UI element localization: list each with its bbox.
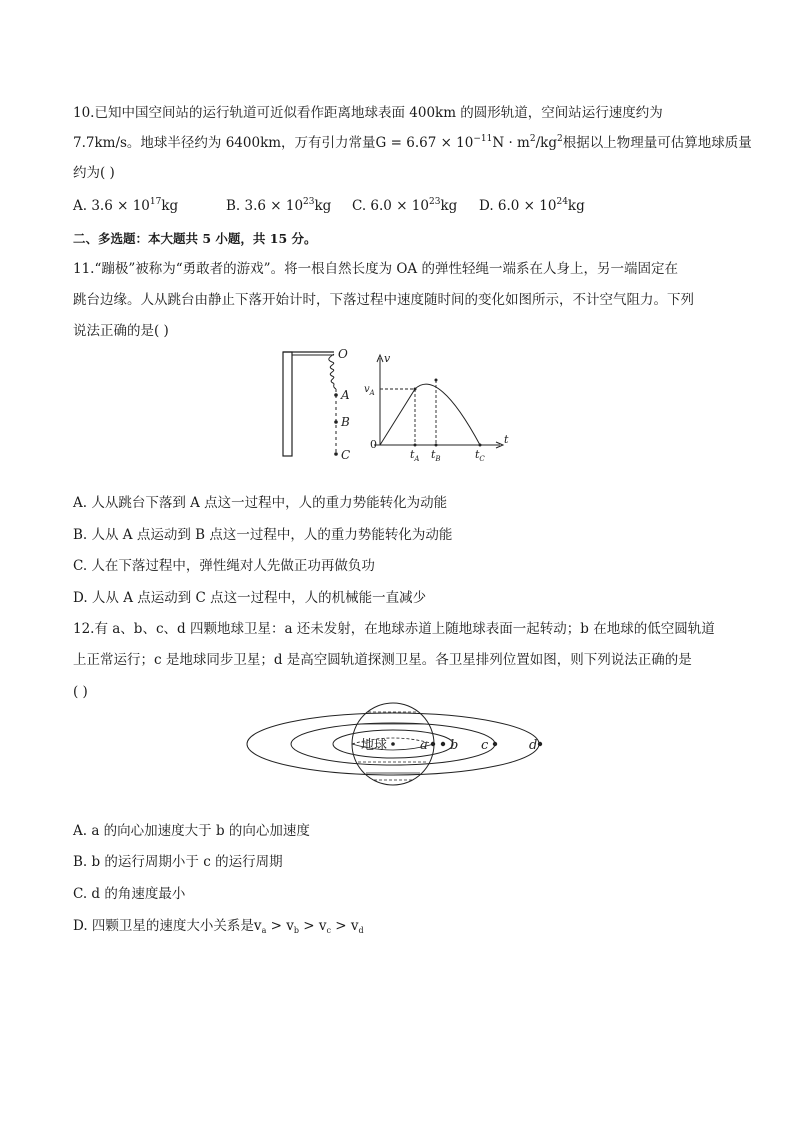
ta-sub: A <box>414 455 420 463</box>
q10-option-c-text: C. 6.0 × 10 <box>352 198 429 214</box>
q11-line-2: 跳台边缘。人从跳台由静止下落开始计时，下落过程中速度随时间的变化如图所示，不计空气阻力。下列 <box>73 292 694 308</box>
q10-line-2-text-b: N · m <box>492 135 530 151</box>
q10-line-2-text-c: /kg <box>535 135 557 151</box>
q12-line-1: 12.有 a、b、c、d 四颗地球卫星：a 还未发射，在地球赤道上随地球表面一起转动；b 在地球的低空圆轨道 <box>73 621 715 637</box>
q12-option-d-text: D. 四颗卫星的速度大小关系是v <box>73 918 262 934</box>
tick-tb <box>435 444 438 447</box>
label-b: B <box>341 415 350 429</box>
q12-option-a[interactable]: A. a 的向心加速度大于 b 的向心加速度 <box>73 823 310 839</box>
q10-option-d[interactable] <box>479 197 585 215</box>
q10-line-1: 10.已知中国空间站的运行轨道可近似看作距离地球表面 400km 的圆形轨道，空间站运行速度约为 <box>73 105 663 121</box>
q12-line-3: ( ) <box>73 684 88 700</box>
platform-pillar <box>283 352 292 456</box>
q10-option-c-exp: 23 <box>428 197 441 207</box>
label-o: O <box>338 347 348 361</box>
q10-line-2 <box>73 134 752 152</box>
q10-line-2-text-d: 根据以上物理量可估算地球质量 <box>562 135 752 151</box>
q12-option-d-sub-d: d <box>358 926 364 935</box>
tick-tc <box>479 444 482 447</box>
q10-option-b-exp: 23 <box>303 197 315 207</box>
q10-option-b-unit: kg <box>314 198 332 214</box>
q11-line-3: 说法正确的是( ) <box>73 323 169 339</box>
q10-option-a-exp: 17 <box>149 197 162 207</box>
q12-option-b[interactable]: B. b 的运行周期小于 c 的运行周期 <box>73 854 283 870</box>
earth-center-dot <box>391 742 395 746</box>
sat-d-dot <box>538 742 542 746</box>
tb-sub: B <box>435 455 441 463</box>
ta-main: t <box>410 448 415 461</box>
va-sub: A <box>369 389 375 397</box>
q10-option-c[interactable] <box>352 197 457 215</box>
tc-main: t <box>475 448 480 461</box>
q10-line-3: 约为( ) <box>73 165 115 181</box>
q11-line-1: 11.“蹦极”被称为“勇敢者的游戏”。将一根自然长度为 OA 的弹性轻绳一端系在人身上，另一端固定在 <box>73 261 678 277</box>
tick-ta <box>414 444 417 447</box>
section-2-heading: 二、多选题：本大题共 5 小题，共 15 分。 <box>73 231 317 246</box>
tc-label <box>475 448 485 463</box>
q10-option-a-text: A. 3.6 × 10 <box>73 198 150 214</box>
q10-option-d-unit: kg <box>567 198 585 214</box>
axis-v-label: v <box>384 352 391 365</box>
tc-sub: C <box>479 455 485 463</box>
q12-option-d[interactable] <box>73 917 364 935</box>
q11-option-b[interactable]: B. 人从 A 点运动到 B 点这一过程中，人的重力势能转化为动能 <box>73 527 453 543</box>
axis-t-label: t <box>504 433 509 446</box>
sat-b-label: b <box>450 738 459 753</box>
sat-b-dot <box>441 742 445 746</box>
q12-option-d-sub-a: a <box>261 926 267 935</box>
q12-option-d-gt-1: > v <box>266 918 294 934</box>
q10-line-2-exp-3: 2 <box>556 134 563 144</box>
q10-line-2-exp-1: −11 <box>473 134 493 144</box>
q10-line-2-text-a: 7.7km/s。地球半径约为 6400km，万有引力常量G = 6.67 × 10 <box>73 135 474 151</box>
q12-option-d-sub-c: c <box>326 926 332 935</box>
sat-c-label: c <box>481 738 489 753</box>
va-main: v <box>364 384 370 395</box>
point-c <box>334 452 338 456</box>
q11-option-c[interactable]: C. 人在下落过程中，弹性绳对人先做正功再做负功 <box>73 558 375 574</box>
q10-option-c-unit: kg <box>440 198 458 214</box>
tb-label <box>431 448 441 463</box>
q10-option-b-text: B. 3.6 × 10 <box>226 198 304 214</box>
point-a <box>334 393 338 397</box>
ta-label <box>410 448 419 463</box>
q11-bungee-figure <box>270 342 520 472</box>
sat-c-dot <box>493 742 497 746</box>
bungee-cord <box>329 354 336 389</box>
vt-curve <box>415 384 480 445</box>
q11-option-d[interactable]: D. 人从 A 点运动到 C 点这一过程中，人的机械能一直减少 <box>73 590 427 606</box>
point-vmax <box>435 379 438 382</box>
q12-option-d-gt-2: > v <box>299 918 327 934</box>
point-va <box>414 388 417 391</box>
q12-line-2: 上正常运行；c 是地球同步卫星；d 是高空圆轨道探测卫星。各卫星排列位置如图，则下列说法正确的是 <box>73 652 692 668</box>
q10-option-d-text: D. 6.0 × 10 <box>479 198 557 214</box>
q10-line-2-exp-2: 2 <box>529 134 536 144</box>
vt-linear-segment <box>380 389 415 445</box>
q10-option-b[interactable] <box>226 197 331 215</box>
origin-label: 0 <box>370 438 377 451</box>
q10-option-a[interactable] <box>73 197 178 215</box>
tb-main: t <box>431 448 436 461</box>
label-a: A <box>341 388 350 402</box>
q12-option-d-sub-b: b <box>293 926 299 935</box>
q10-option-d-exp: 24 <box>556 197 568 207</box>
sat-a-dot <box>431 742 435 746</box>
q12-option-c[interactable]: C. d 的角速度最小 <box>73 886 186 902</box>
label-c: C <box>341 448 351 462</box>
sat-d-label: d <box>529 738 538 753</box>
earth-label: 地球 <box>361 738 388 753</box>
va-label <box>364 384 375 397</box>
point-b <box>334 420 338 424</box>
q12-option-d-gt-3: > v <box>331 918 359 934</box>
q12-orbit-figure <box>240 700 560 800</box>
q11-option-a[interactable]: A. 人从跳台下落到 A 点这一过程中，人的重力势能转化为动能 <box>73 495 448 511</box>
sat-a-label: a <box>420 738 428 753</box>
q10-option-a-unit: kg <box>161 198 179 214</box>
